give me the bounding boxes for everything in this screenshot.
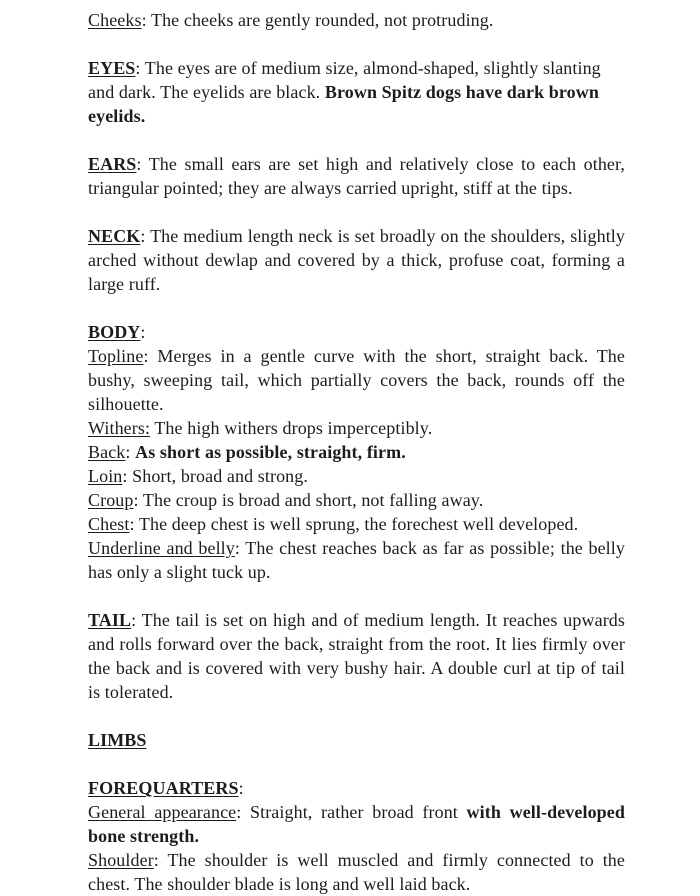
paragraph-shoulder — [88, 848, 625, 896]
paragraph-croup — [88, 488, 625, 512]
text-run: LIMBS — [88, 730, 147, 750]
text-run: : — [125, 442, 136, 462]
text-run: General appearance — [88, 802, 237, 822]
text-run: NECK — [88, 226, 141, 246]
text-run: : — [140, 322, 146, 342]
text-run: Back — [88, 442, 126, 462]
paragraph-neck — [88, 224, 625, 296]
text-run: TAIL — [88, 610, 132, 630]
text-run: BODY — [88, 322, 141, 342]
text-run: Brown Spitz dogs have dark brown eyelids. — [88, 82, 599, 126]
paragraph-loin — [88, 464, 625, 488]
text-run: EARS — [88, 154, 137, 174]
paragraph-chest — [88, 512, 625, 536]
text-run: Underline and belly — [88, 538, 235, 558]
text-run: : Straight, rather broad front — [236, 802, 467, 822]
text-run: : The tail is set on high and of medium length. It reaches upwards and rolls forward over the back, straight from the root. It lies firmly over the back and is covered with very bushy hair. A double curl at tip of tail is tolerated. — [88, 610, 625, 702]
text-run: : The shoulder is well muscled and firmly connected to the chest. The shoulder blade is long and well laid back. — [88, 850, 625, 894]
text-run: Topline — [88, 346, 144, 366]
paragraph-ears — [88, 152, 625, 200]
text-run: : Short, broad and strong. — [122, 466, 308, 486]
text-run: : — [238, 778, 244, 798]
text-run: : The small ears are set high and relatively close to each other, triangular pointed; they are always carried upright, stiff at the tips. — [88, 154, 625, 198]
text-run: Shoulder — [88, 850, 154, 870]
text-run: Loin — [88, 466, 123, 486]
paragraph-underline-belly — [88, 536, 625, 584]
text-run: with well-developed bone strength. — [88, 802, 625, 846]
text-run: : The croup is broad and short, not falling away. — [133, 490, 484, 510]
text-run: : The chest reaches back as far as possible; the belly has only a slight tuck up. — [88, 538, 625, 582]
text-run: Withers: — [88, 418, 151, 438]
text-run: : The cheeks are gently rounded, not protruding. — [141, 10, 494, 30]
paragraph-general-appearance — [88, 800, 625, 848]
paragraph-topline — [88, 344, 625, 416]
text-run: : Merges in a gentle curve with the short, straight back. The bushy, sweeping tail, which partially covers the back, rounds off the silhouette. — [88, 346, 625, 414]
text-run: Chest — [88, 514, 130, 534]
text-run: The high withers drops imperceptibly. — [150, 418, 433, 438]
document-body — [88, 8, 625, 896]
paragraph-eyes — [88, 56, 625, 128]
paragraph-back — [88, 440, 625, 464]
paragraph-cheeks — [88, 8, 625, 32]
paragraph-tail — [88, 608, 625, 704]
paragraph-withers — [88, 416, 625, 440]
text-run: As short as possible, straight, firm. — [135, 442, 406, 462]
paragraph-limbs-heading — [88, 728, 625, 752]
paragraph-forequarters-heading — [88, 776, 625, 800]
text-run: FOREQUARTERS — [88, 778, 239, 798]
text-run: Croup — [88, 490, 134, 510]
paragraph-body-heading — [88, 320, 625, 344]
text-run: EYES — [88, 58, 136, 78]
text-run: : The medium length neck is set broadly on the shoulders, slightly arched without dewlap and covered by a thick, profuse coat, forming a large ruff. — [88, 226, 625, 294]
text-run: : The deep chest is well sprung, the forechest well developed. — [129, 514, 579, 534]
text-run: : The eyes are of medium size, almond-shaped, slightly slanting and dark. The eyelids are black. — [88, 58, 601, 102]
text-run: Cheeks — [88, 10, 142, 30]
